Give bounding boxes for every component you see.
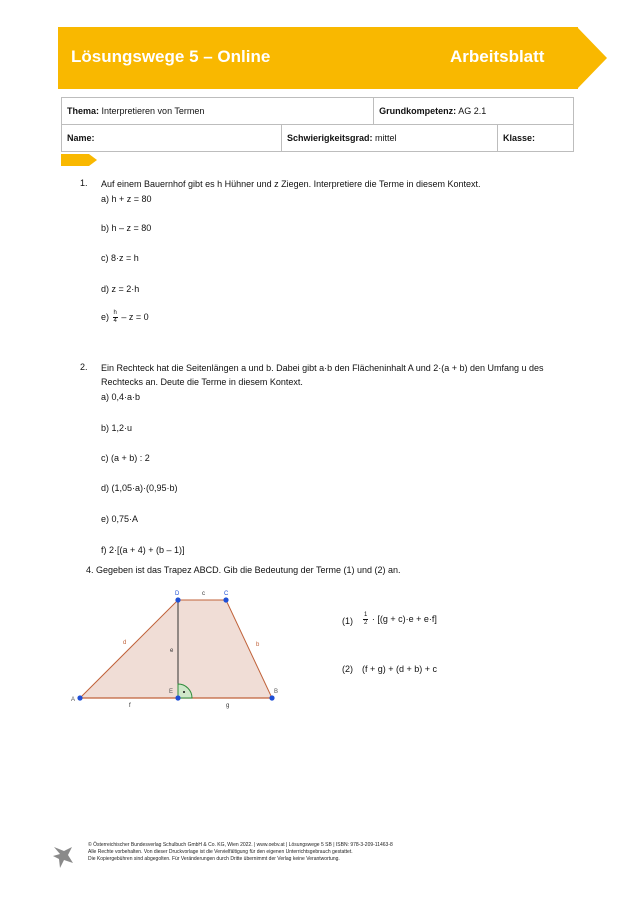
footer-line3: Die Kopiergebühren sind abgegolten. Für Veränderungen durch Dritte übernimmt der Verlag keine Verantwortung. — [88, 856, 340, 862]
label-c: c — [202, 591, 205, 597]
task2-text-line2: Rechtecks an. Deute die Terme in diesem Kontext. — [101, 377, 303, 387]
label-g: g — [226, 703, 230, 709]
name-cell: Name: — [62, 125, 282, 152]
header-title: Lösungswege 5 – Online — [71, 47, 271, 66]
section-arrow — [61, 154, 89, 166]
task2-number: 2. — [80, 362, 88, 372]
task2-text-line1: Ein Rechteck hat die Seitenlängen a und b. Dabei gibt a·b den Flächeninhalt A und 2·(a + b) den Umfang u des — [101, 363, 544, 373]
task2-item-d: d) (1,05·a)·(0,95·b) — [101, 483, 178, 493]
trapez-figure — [68, 586, 288, 716]
header-type: Arbeitsblatt — [450, 47, 545, 66]
task1-item-e: e) $\frac{h}{4}$ – z = 0 — [101, 310, 149, 324]
term1-fraction: $\frac{1}{2}$ — [364, 612, 368, 626]
task3-text: 4. Gegeben ist das Trapez ABCD. Gib die Bedeutung der Terme (1) und (2) an. — [86, 565, 401, 575]
task1-item-a: a) h + z = 80 — [101, 194, 152, 204]
term1-label: (1) — [342, 616, 353, 626]
label-A: A — [71, 697, 76, 703]
label-B: B — [274, 689, 279, 695]
thema-cell: Thema: Interpretieren von Termen — [62, 98, 374, 125]
task2-item-f: f) 2·[(a + 4) + (b – 1)] — [101, 545, 185, 555]
label-C: C — [224, 591, 229, 597]
task2-item-b: b) 1,2·u — [101, 423, 133, 433]
meta-table — [61, 97, 574, 152]
point-D — [175, 597, 180, 602]
point-B — [269, 695, 274, 700]
task1-text: Auf einem Bauernhof gibt es h Hühner und z Ziegen. Interpretiere die Terme in diesem Kontext. — [101, 179, 481, 189]
label-e: e — [170, 648, 174, 654]
footer-line2: Alle Rechte vorbehalten. Von dieser Druckvorlage ist die Vervielfältigung für den eigenen Unterrichtsgebrauch gestattet. — [88, 849, 353, 855]
footer-line1: © Österreichischer Bundesverlag Schulbuch GmbH & Co. KG, Wien 2022. | www.oebv.at | Lösungswege 5 SB | ISBN: 978-3-209-11463-8 — [88, 842, 393, 848]
label-b: b — [256, 642, 260, 648]
point-E — [175, 695, 180, 700]
term1: $\frac{1}{2}$ · [(g + c)·e + e·f] — [364, 612, 437, 626]
task1-item-b: b) h – z = 80 — [101, 223, 152, 233]
kompetenz-cell: Grundkompetenz: AG 2.1 — [374, 98, 574, 125]
term2: (f + g) + (d + b) + c — [362, 664, 438, 674]
label-E: E — [169, 689, 174, 695]
point-C — [223, 597, 228, 602]
task1-number: 1. — [80, 178, 88, 188]
task1-item-e-fraction: $\frac{h}{4}$ — [113, 310, 117, 324]
section-arrow-tip — [89, 154, 97, 166]
klasse-cell: Klasse: — [498, 125, 574, 152]
label-f: f — [129, 703, 131, 709]
header-banner-arrow — [577, 27, 607, 89]
task2-item-e: e) 0,75·A — [101, 514, 139, 524]
point-A — [77, 695, 82, 700]
trapez-shape — [80, 600, 272, 698]
label-D: D — [175, 591, 180, 597]
label-d: d — [123, 640, 127, 646]
task2-item-a: a) 0,4·a·b — [101, 392, 141, 402]
right-angle-dot — [183, 691, 185, 693]
schwierigkeit-cell: Schwierigkeitsgrad: mittel — [282, 125, 498, 152]
footer — [88, 842, 393, 863]
task1-item-c: c) 8·z = h — [101, 253, 139, 263]
task2-item-c: c) (a + b) : 2 — [101, 453, 150, 463]
publisher-logo-icon — [52, 845, 74, 869]
task1-item-d: d) z = 2·h — [101, 284, 140, 294]
term2-label: (2) — [342, 664, 353, 674]
